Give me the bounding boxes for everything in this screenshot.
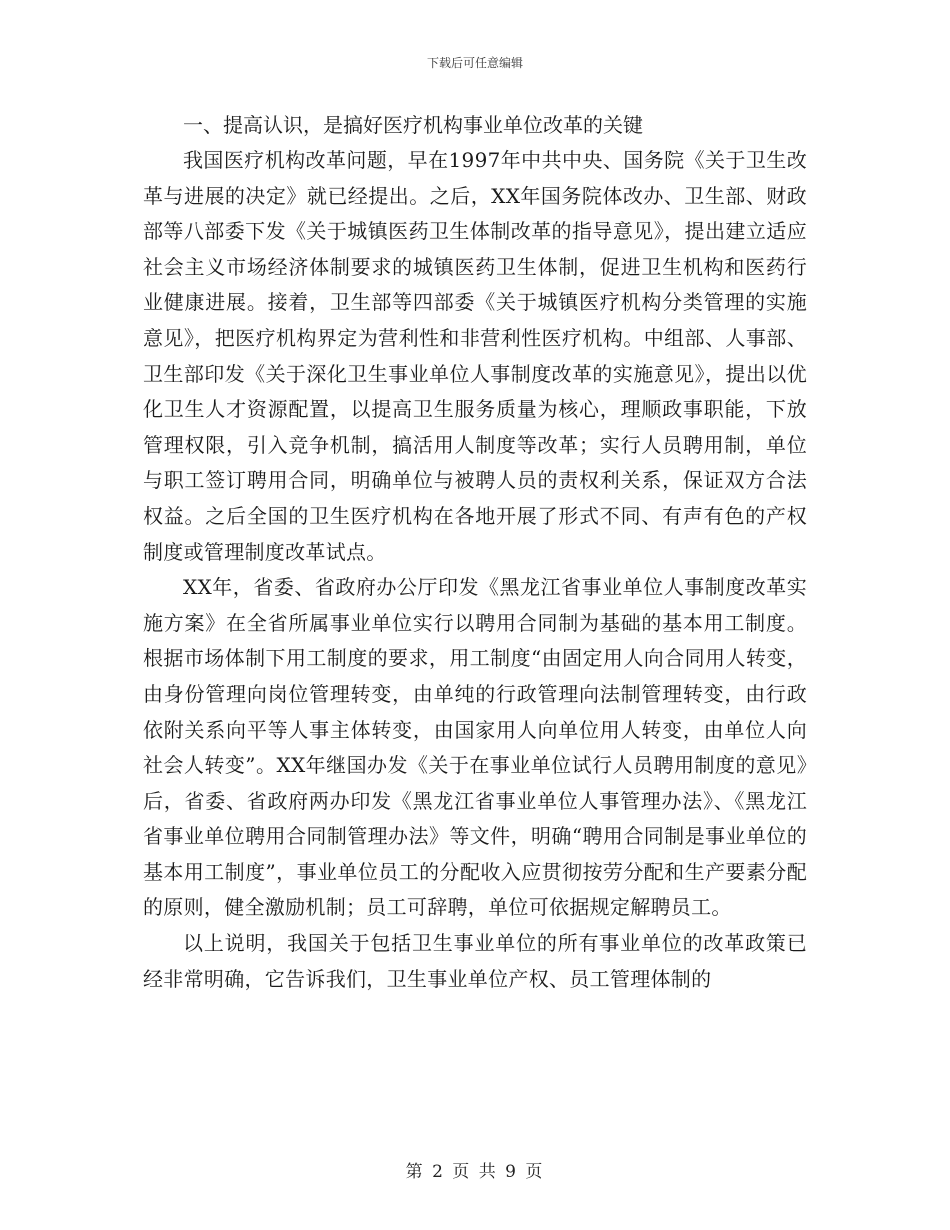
- page-header-note: 下载后可任意编辑: [426, 56, 523, 70]
- page-number-footer: 第 2 页 共 9 页: [405, 1162, 545, 1182]
- paragraph-1: 我国医疗机构改革问题，早在1997年中共中央、国务院《关于卫生改革与进展的决定》就已经提出。之后，XX年国务院体改办、卫生部、财政部等八部委下发《关于城镇医药卫生体制改革的指导意见》，提出建立适应社会主义市场经济体制要求的城镇医药卫生体制，促进卫生机构和医药行业健康进展。接着，卫生部等四部委《关于城镇医疗机构分类管理的实施意见》，把医疗机构界定为营利性和非营利性医疗机构。中组部、人事部、卫生部印发《关于深化卫生事业单位人事制度改革的实施意见》，提出以优化卫生人才资源配置，以提高卫生服务质量为核心，理顺政事职能，下放管理权限，引入竞争机制，搞活用人制度等改革；实行人员聘用制，单位与职工签订聘用合同，明确单位与被聘人员的责权利关系，保证双方合法权益。之后全国的卫生医疗机构在各地开展了形式不同、有声有色的产权制度或管理制度改革试点。: [143, 148, 807, 564]
- paragraph-3: 以上说明，我国关于包括卫生事业单位的所有事业单位的改革政策已经非常明确，它告诉我们，卫生事业单位产权、员工管理体制的: [143, 931, 807, 991]
- section-heading: 一、提高认识，是搞好医疗机构事业单位改革的关键: [183, 113, 643, 137]
- document-body: [143, 108, 807, 997]
- paragraph-2: XX年，省委、省政府办公厅印发《黑龙江省事业单位人事制度改革实施方案》在全省所属事业单位实行以聘用合同制为基础的基本用工制度。根据市场体制下用工制度的要求，用工制度“由固定用人向合同用人转变，由身份管理向岗位管理转变，由单纯的行政管理向法制管理转变，由行政依附关系向平等人事主体转变，由国家用人向单位用人转变，由单位人向社会人转变”。XX年继国办发《关于在事业单位试行人员聘用制度的意见》后，省委、省政府两办印发《黑龙江省事业单位人事管理办法》、《黑龙江省事业单位聘用合同制管理办法》等文件，明确“聘用合同制是事业单位的基本用工制度”，事业单位员工的分配收入应贯彻按劳分配和生产要素分配的原则，健全激励机制；员工可辞聘，单位可依据规定解聘员工。: [143, 575, 807, 920]
